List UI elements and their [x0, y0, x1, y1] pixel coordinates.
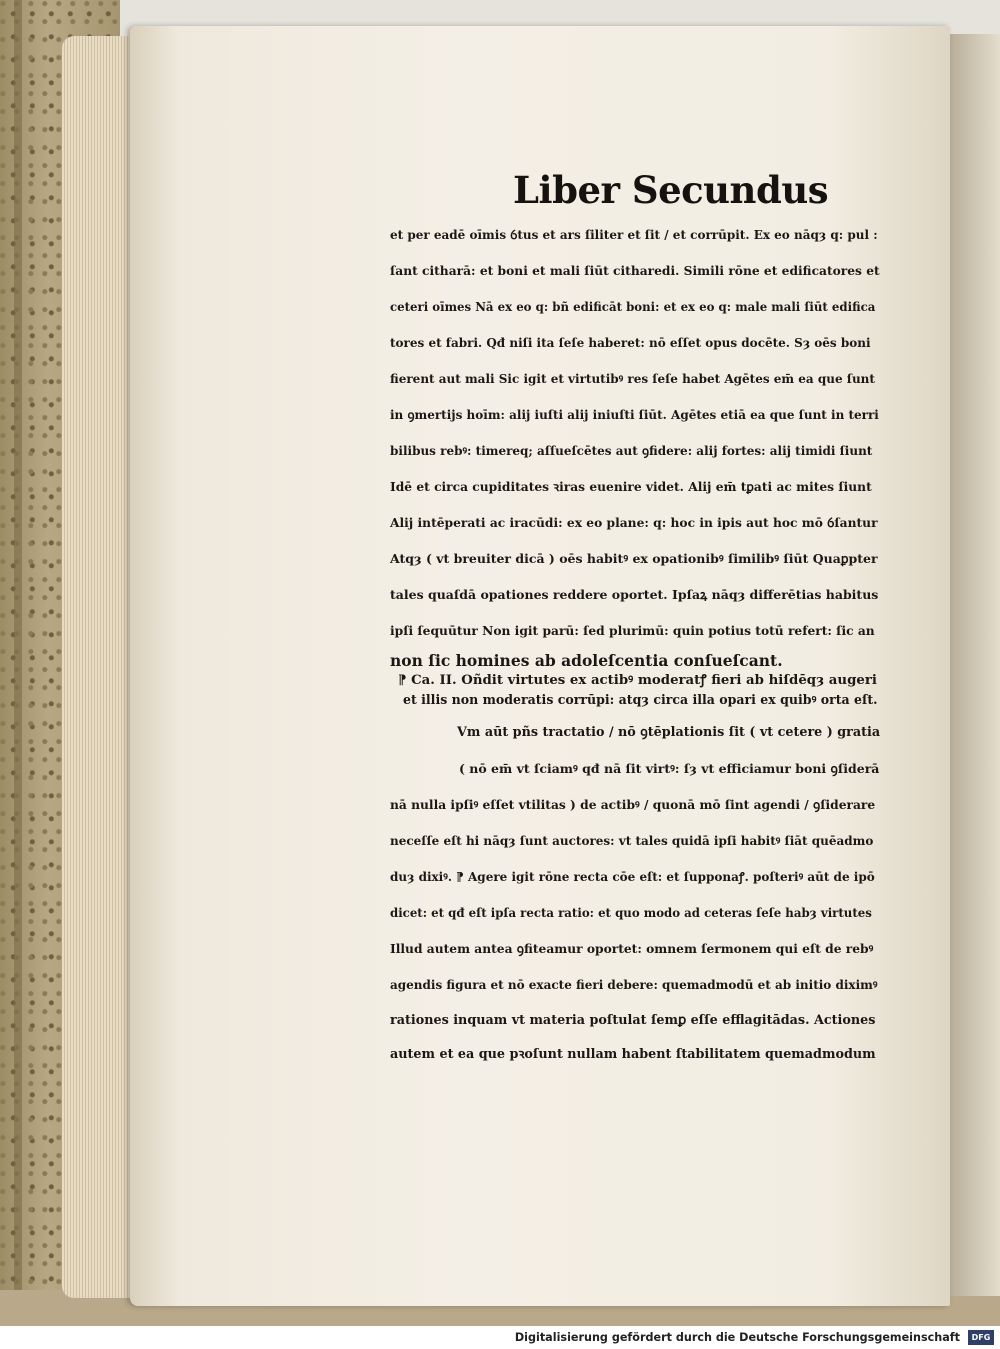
- dfg-logo-icon: DFG: [968, 1330, 994, 1345]
- text-line: tales quaſdā opationes reddere oportet. Ipſaꝝ nāqȝ differētias habitus: [390, 587, 879, 602]
- text-line: nā nulla ipſiꝰ eſſet vtilitas ) de actibꝰ / quonā mō ſint agendi / ꝯſiderare: [390, 797, 876, 812]
- text-line: non ſic homines ab adoleſcentia conſueſcant.: [390, 651, 783, 670]
- text-line: in ꝯmertijs hoīm: alij iuſti alij iniuſti ſiūt. Agētes etiā ea que ſunt in terri: [390, 408, 879, 422]
- text-line: ( nō em̄ vt ſciamꝰ qđ nā ſit virtꝰ: ſȝ vt efficiamur boni ꝯſiderā: [459, 761, 880, 776]
- text-line: fierent aut mali Sic igit et virtutibꝰ res ſeſe habet Agētes em̄ ea que ſunt: [390, 372, 875, 386]
- text-line: Alij intēperati ac iracūdi: ex eo plane: q: hoc in ipis aut hoc mō ỽſantur: [390, 515, 878, 530]
- facing-page-edge: [950, 34, 1000, 1296]
- text-line: bilibus rebꝰ: timereq; aſſueſcētes aut ꝯfidere: alij fortes: alij timidi ſiunt: [390, 444, 873, 458]
- text-line: ſant citharā: et boni et mali ſiūt citharedi. Simili rōne et edificatores et: [390, 263, 880, 278]
- text-line: tores et fabri. Qđ niſi ita ſeſe haberet: nō eſſet opus docēte. Sȝ oēs boni: [390, 336, 871, 350]
- chapter-rubric: ⁋ Ca. II. Oñdit virtutes ex actibꝰ moderatꝭ fieri ab hiſdēqȝ augeri: [398, 673, 877, 688]
- text-line: autem et ea que pꝛoſunt nullam habent ſtabilitatem quemadmodum: [390, 1047, 876, 1062]
- footer-bar: [0, 1326, 1000, 1349]
- page-heading: Liber Secundus: [513, 168, 829, 212]
- text-line: duȝ dixiꝰ. ⁋ Agere igit rōne recta cōe eſt: et ſupponaꝭ. poſteriꝰ aūt de ipō: [390, 870, 875, 884]
- text-line: agendis figura et nō exacte fieri debere: quemadmodū et ab initio diximꝰ: [390, 978, 878, 992]
- text-line: et per eadē oīmis ỽtus et ars ſiliter et ſit / et corrūpit. Ex eo nāqȝ q: pul :: [390, 228, 878, 242]
- text-line: ceteri oīmes Nā ex eo q: bñ edificāt boni: et ex eo q: male mali ſiūt edifica: [390, 300, 876, 314]
- text-line: Illud autem antea ꝯfiteamur oportet: omnem ſermonem qui eſt de rebꝰ: [390, 941, 874, 956]
- text-line: Vm aūt pñs tractatio / nō ꝯtēplationis ſit ( vt cetere ) gratia: [457, 725, 881, 740]
- footer-credit: Digitalisierung gefördert durch die Deutsche Forschungsgemeinschaft: [514, 1331, 960, 1344]
- text-line: Atqȝ ( vt breuiter dicā ) oēs habitꝰ ex opationibꝰ ſimilibꝰ ſiūt Quaꝑpter: [390, 551, 878, 566]
- text-line: ipſi ſequūtur Non igit parū: ſed plurimū: quin potius totū refert: ſic an: [390, 623, 875, 638]
- text-line: rationes inquam vt materia poſtulat ſemꝑ eſſe efflagitādas. Actiones: [390, 1013, 876, 1028]
- cover-shadow: [14, 0, 22, 1326]
- text-line: neceſſe eſt hi nāqȝ ſunt auctores: vt tales quidā ipſi habitꝰ ſiāt quēadmo: [390, 834, 874, 848]
- text-line: Idē et circa cupiditates ꝛiras euenire videt. Alij em̄ tꝑati ac mites ſiunt: [390, 479, 872, 494]
- text-line: dicet: et qđ eſt ipſa recta ratio: et quo modo ad ceteras ſeſe habȝ virtutes: [390, 906, 872, 920]
- chapter-rubric: et illis non moderatis corrūpi: atqȝ circa illa opari ex quibꝰ orta eſt.: [403, 692, 878, 707]
